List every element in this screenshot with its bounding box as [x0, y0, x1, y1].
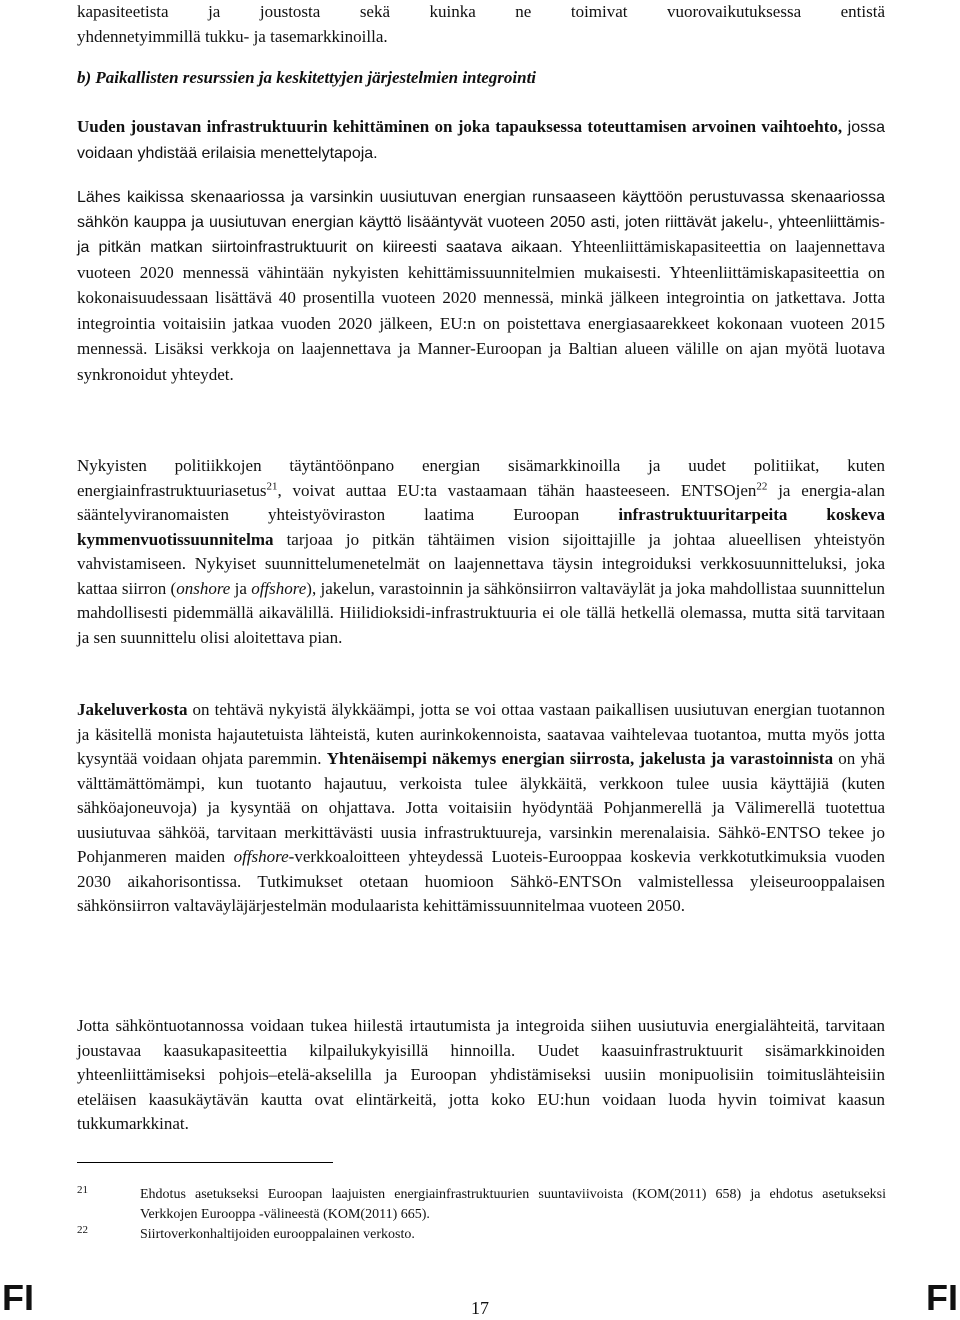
- p3-text-6: ), jakelun, varastoinnin ja sähkönsiirron valtaväylät ja joka mahdollistaa suunnittelun mahdollisesti pidemmällä aikavälillä. Hiilidioksidi-infrastruktuuria ei ole tällä hetkellä olemassa, mutta sitä tarvitaan ja sen suunnittelu olisi aloitettava pian.: [77, 578, 885, 647]
- paragraph-gas: Jotta sähköntuotannossa voidaan tukea hiilestä irtautumista ja integroida siihen uusiutuvia energialähteitä, tarvitaan joustavaa kaasukapasiteettia kilpailukykyisillä hinnoilla. Uudet kaasuinfrastruktuurit sisämarkkinoiden yhteenliittämiseksi pohjois–etelä-akselilla ja Euroopan yhdistämiseksi uusiin monipuolisiin toimituslähteisiin eteläisen kaasukäytävän kautta ovat elintärkeitä, jotta koko EU:hun voidaan luoda hyvin toimivat kaasun tukkumarkkinat.: [77, 1016, 885, 1133]
- p4-italic-offshore: offshore: [233, 847, 289, 866]
- p4-text-3: -verkkoaloitteen yhteydessä Luoteis-Eurooppaa koskevia verkkotutkimuksia vuoden 2030 aikahorisontissa. Tutkimukset otetaan huomioon Sähkö-ENTSOn valmistellessa yleiseurooppalaisen sähkönsiirron valtaväyläjärjestelmän modulaarista kehittämissuunnitelmaa vuoteen 2050.: [77, 847, 885, 915]
- paragraph-interconnection: [77, 186, 885, 388]
- p3-text-3: ja energia-alan sääntelyviranomaisten yhteistyöviraston laatima Euroopan: [77, 480, 885, 524]
- p3-text-2: , voivat auttaa EU:ta vastaamaan tähän haasteeseen. ENTSOjen: [277, 480, 757, 500]
- p2-part-b: Yhteenliittämiskapasiteettia on laajennettava vuoteen 2020 mennessä vähintään nykyisten kehittämissuunnitelmien mukaisesti. Yhteenliittämiskapasiteettia on kokonaisuudessaan lisättävä 40 prosentilla vuoteen 2020 mennessä, minkä jälkeen integrointia on jatkettava. Jotta integrointia voitaisiin jatkaa vuoden 2020 jälkeen, EU:n on poistettava energiasaarekkeet kokonaan vuoteen 2015 mennessä. Lisäksi verkkoja on laajennettava ja Manner-Euroopan ja Baltian alueen välille on ajan myötä luotava synkronoidut yhteydet.: [77, 237, 885, 384]
- p3-text-5: ja: [230, 578, 252, 598]
- page-number: 17: [471, 1298, 489, 1318]
- p3-italic-onshore: onshore: [176, 578, 231, 598]
- p2-part-a: Lähes kaikissa skenaariossa ja varsinkin uusiutuvan energian runsaaseen käyttöön perustuvassa skenaariossa sähkön kauppa ja uusiutuvan energian käyttö lisääntyvät vuoteen 2050 asti, joten riittävät jakelu-, yhteenliittämis- ja pitkän matkan siirtoinfrastruktuurit on kiireesti saatava aikaan.: [77, 189, 885, 256]
- section-heading-b: b) Paikallisten resurssien ja keskitettyjen järjestelmien integrointi: [77, 68, 537, 87]
- p4-bold-1: Jakeluverkosta: [77, 700, 188, 719]
- footnote-text-22: Siirtoverkonhaltijoiden eurooppalainen verkosto.: [140, 1227, 415, 1242]
- p4-text-2: on yhä välttämättömämpi, kun tuotanto hajautuu, verkoista tulee älykkäitä, verkkoon tulee uusia käyttäjiä (kuten sähköajoneuvoja) ja kysyntää on ohjattava. Jotta voitaisiin hyödyntää Pohjanmerellä ja Välimerellä tuotettua uusiutuvaa sähköä, tarvitaan merkittävästi uusia infrastruktuureja, varsinkin merenalaisia. Sähkö-ENTSO tekee jo Pohjanmeren maiden: [77, 749, 886, 866]
- p3-text-4: tarjoaa jo pitkän tähtäimen vision sijoittajille ja johtaa alueellisen yhteistyön vahvistamiseen. Nykyiset suunnittelumenetelmät on laajennettava täysin integroiduksi verkkosuunnitteluksi, joka kattaa siirron (: [77, 529, 885, 598]
- footnote-ref-21[interactable]: 21: [266, 479, 278, 492]
- p0-line1: kapasiteetista ja joustosta sekä kuinka ne toimivat vuorovaikutuksessa entistä: [77, 2, 885, 21]
- p3-italic-offshore: offshore: [251, 578, 307, 598]
- p4-text-1: on tehtävä nykyistä älykkäämpi, jotta se voi ottaa vastaan paikallisen uusiutuvan energian tuotannon ja käsitellä monista hajautetuista lähteistä, kuten aurinkokennoista, saatavaa vaihtelevaa tuotantoa, mutta myös jotta kysyntää voidaan ohjata paremmin.: [77, 700, 885, 768]
- p3-text-1: Nykyisten politiikkojen täytäntöönpano energian sisämarkkinoilla ja uudet politiikat, kuten energiainfrastruktuuriasetus: [77, 456, 885, 500]
- language-code-right: FI: [926, 1277, 958, 1318]
- language-code-left: FI: [2, 1277, 34, 1318]
- footnote-text-21: Ehdotus asetukseksi Euroopan laajuisten energiainfrastruktuurien suuntaviivoista (KOM(2011) 658) ja ehdotus asetukseksi Verkkojen Eurooppa -välineestä (KOM(2011) 665).: [140, 1187, 886, 1222]
- p0-line2: yhdennetyimmillä tukku- ja tasemarkkinoilla.: [77, 26, 388, 46]
- footnote-separator: [77, 1162, 333, 1163]
- p3-bold: infrastruktuuritarpeita koskeva kymmenvuotissuunnitelma: [77, 505, 885, 549]
- paragraph-distribution: [77, 698, 885, 919]
- paragraph-policies: [77, 454, 885, 650]
- paragraph-continuation: [77, 0, 885, 49]
- footnote-ref-22[interactable]: 22: [756, 479, 768, 492]
- p4-bold-2: Yhtenäisempi näkemys energian siirrosta, jakelusta ja varastoinnista: [326, 749, 834, 768]
- footnote-number-21: 21: [77, 1184, 88, 1196]
- p1-bold: Uuden joustavan infrastruktuurin kehittäminen on joka tapauksessa toteuttamisen arvoinen vaihtoehto,: [77, 117, 843, 136]
- p1-rest: jossa voidaan yhdistää erilaisia menettelytapoja.: [77, 119, 886, 162]
- footnote-number-22: 22: [77, 1224, 88, 1236]
- paragraph-infrastructure: [77, 115, 885, 166]
